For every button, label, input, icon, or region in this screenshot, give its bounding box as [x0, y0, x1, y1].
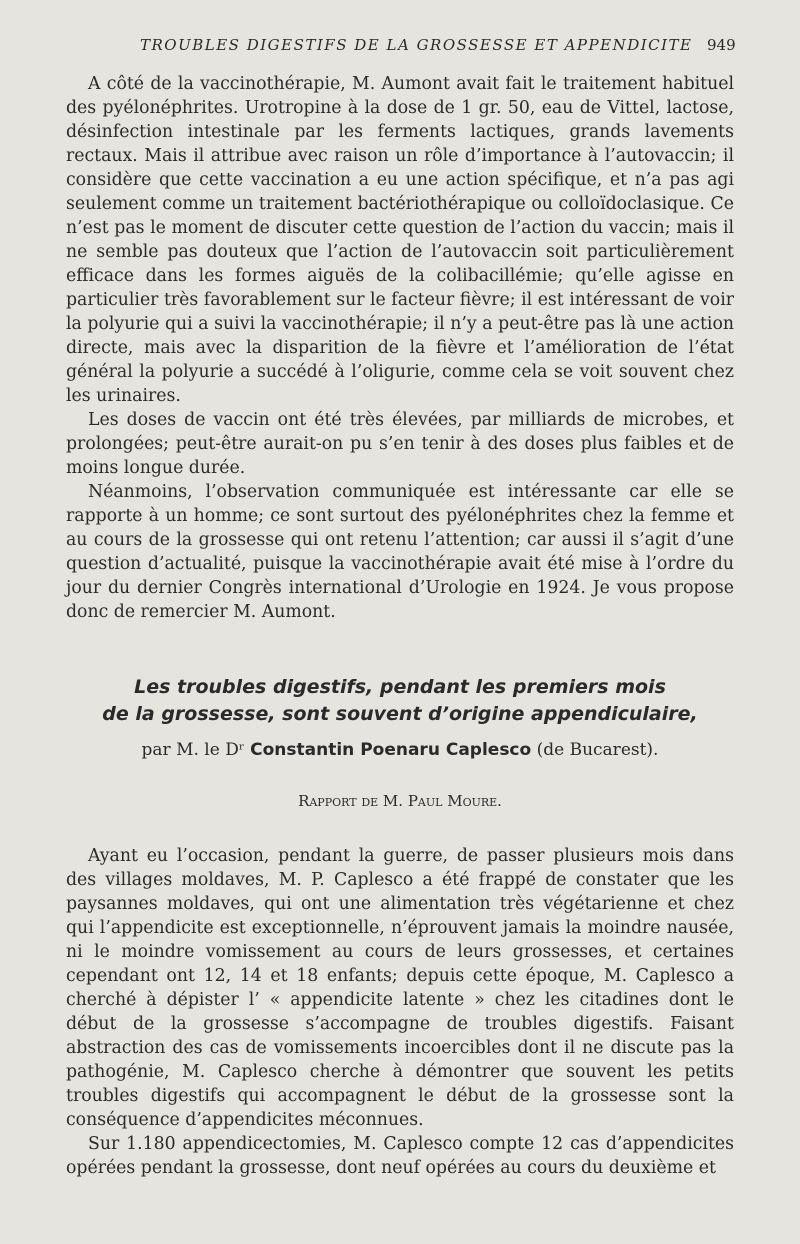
article-title	[60, 674, 740, 728]
byline-suffix: (de Bucarest).	[536, 740, 659, 760]
article-text-block	[66, 844, 734, 1180]
byline	[60, 738, 740, 762]
paragraph: Les doses de vaccin ont été très élevées, par milliards de microbes, et prolongées; peut-être aurait-on pu s’en tenir à des doses plus faibles et de moins longue durée.	[66, 410, 734, 478]
article-title-line: Les troubles digestifs, pendant les premiers mois	[134, 676, 666, 698]
paragraph: Sur 1.180 appendicectomies, M. Caplesco compte 12 cas d’appendicites opérées pendant la grossesse, dont neuf opérées au cours du deuxième et	[66, 1134, 734, 1178]
byline-prefix: par M. le Dʳ	[141, 740, 245, 760]
article-title-line: de la grossesse, sont souvent d’origine appendiculaire,	[102, 703, 698, 725]
page-number: 949	[707, 36, 736, 54]
report-text-block	[66, 72, 734, 624]
paragraph: Ayant eu l’occasion, pendant la guerre, de passer plusieurs mois dans des villages moldaves, M. P. Caplesco a été frappé de constater que les paysannes moldaves, qui ont une alimentation très végétarienne et chez qui l’appendicite est exceptionnelle, n’éprouvent jamais la moindre nausée, ni le moindre vomissement au cours de leurs grossesses, et certaines cependant ont 12, 14 et 18 enfants; depuis cette époque, M. Caplesco a cherché à dépister l’ « appendicite latente » chez les citadines dont le début de la grossesse s’accompagne de troubles digestifs. Faisant abstraction des cas de vomissements incoercibles dont il ne discute pas la pathogénie, M. Caplesco cherche à démontrer que souvent les petits troubles digestifs qui accompagnent le début de la grossesse sont la conséquence d’appendicites méconnues.	[66, 846, 734, 1130]
report-attribution: Rapport de M. Paul Moure.	[298, 792, 502, 810]
paragraph: Néanmoins, l’observation communiquée est intéressante car elle se rapporte à un homme; ce sont surtout des pyélonéphrites chez la femme et au cours de la grossesse qui ont retenu l’attention; car aussi il s’agit d’une question d’actualité, puisque la vaccinothérapie avait été mise à l’ordre du jour du dernier Congrès international d’Urologie en 1924. Je vous propose donc de remercier M. Aumont.	[66, 482, 734, 622]
author-name: Constantin Poenaru Caplesco	[250, 740, 532, 760]
running-title: TROUBLES DIGESTIFS DE LA GROSSESSE ET APPENDICITE	[140, 36, 693, 54]
paragraph: A côté de la vaccinothérapie, M. Aumont avait fait le traitement habituel des pyélonéphrites. Urotropine à la dose de 1 gr. 50, eau de Vittel, lactose, désinfection intestinale par les ferments lactiques, grands lavements rectaux. Mais il attribue avec raison un rôle d’importance à l’autovaccin; il considère que cette vaccination a eu une action spécifique, et n’a pas agi seulement comme un traitement bactériothérapique ou colloïdoclasique. Ce n’est pas le moment de discuter cette question de l’action du vaccin; mais il ne semble pas douteux que l’action de l’autovaccin soit particulièrement efficace dans les formes aiguës de la colibacillémie; qu’elle agisse en particulier très favorablement sur le facteur fièvre; il est intéressant de voir la polyurie qui a suivi la vaccinothérapie; il n’y a peut-être pas là une action directe, mais avec la disparition de la fièvre et l’amélioration de l’état général la polyurie a succédé à l’oligurie, comme cela se voit souvent chez les urinaires.	[66, 74, 734, 406]
page-header	[0, 36, 800, 58]
